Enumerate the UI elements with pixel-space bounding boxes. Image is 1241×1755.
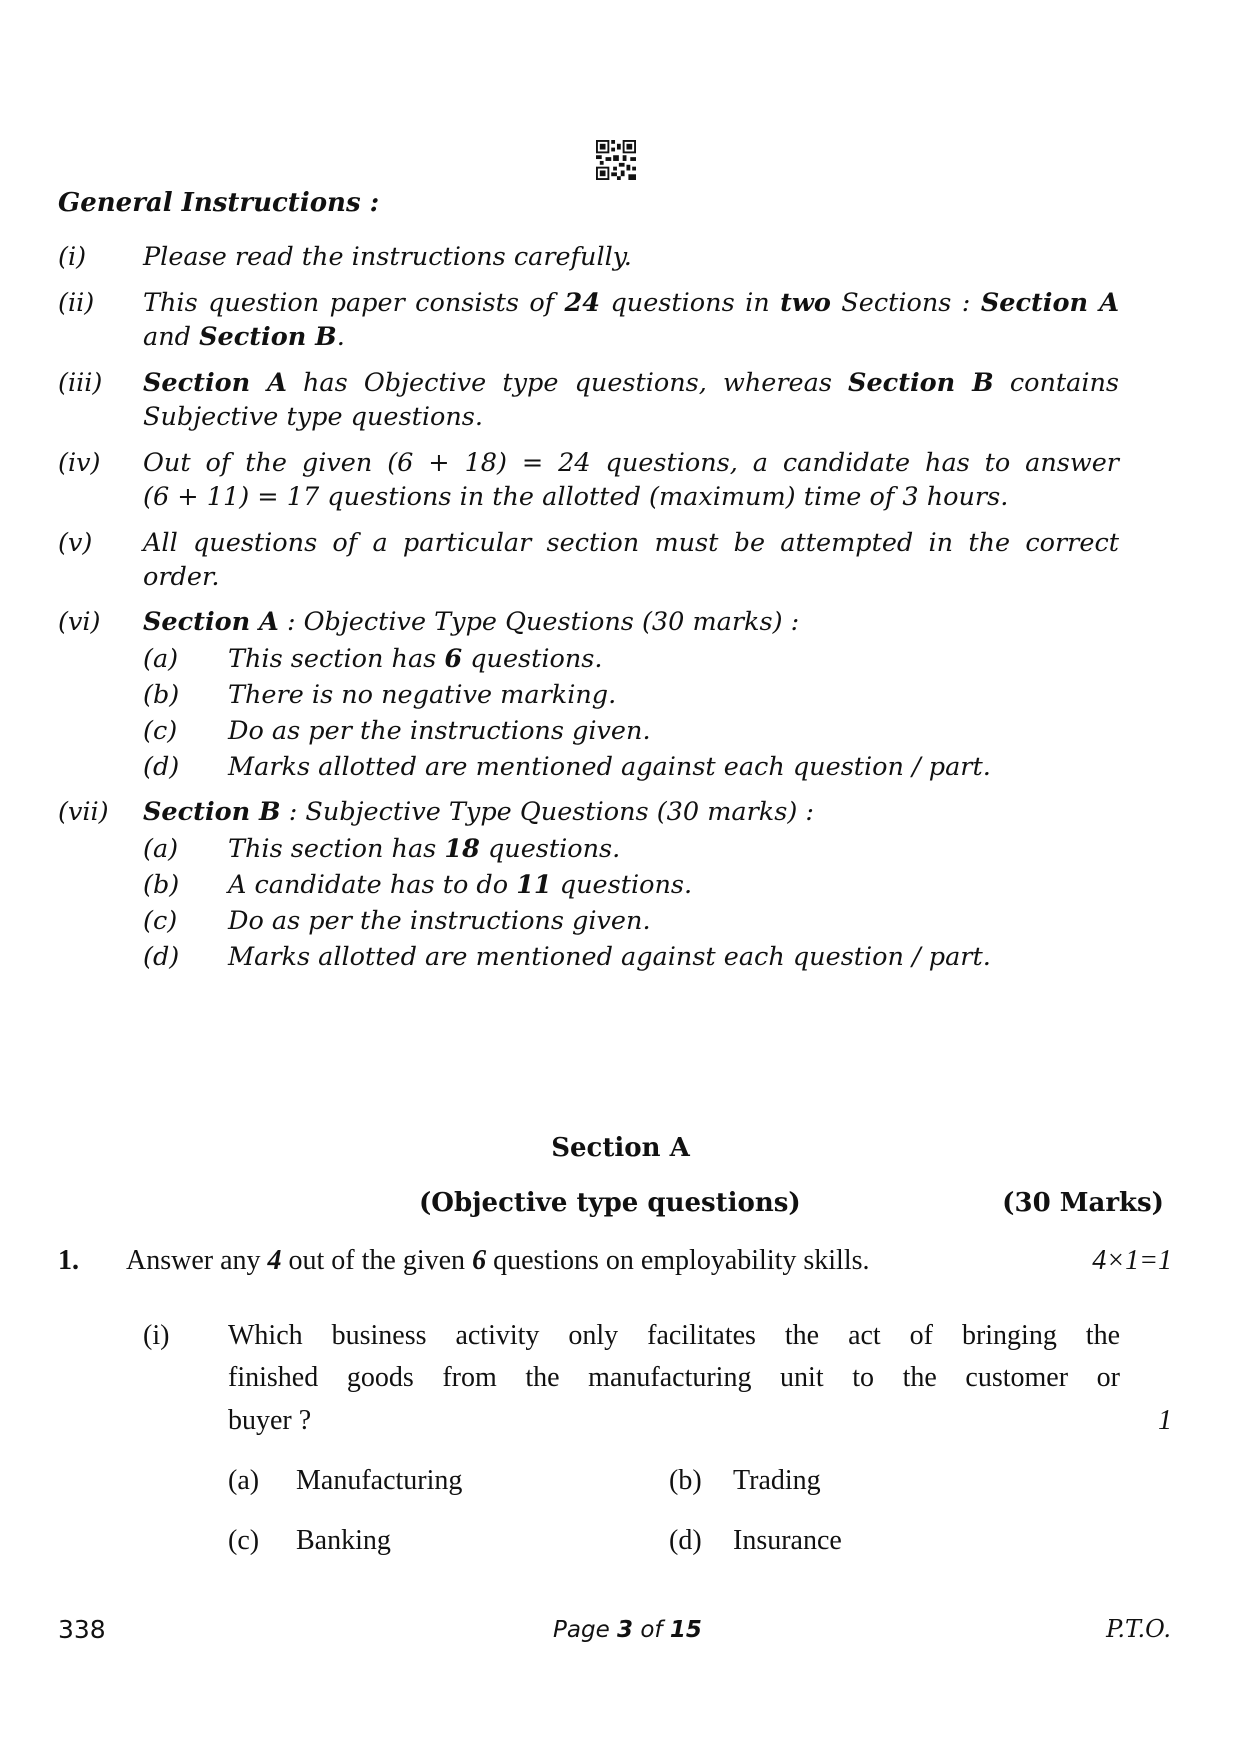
instruction-text: [143, 238, 1119, 276]
sub-item-label: (b): [143, 680, 180, 710]
sub-item-label: (d): [143, 942, 180, 972]
instruction-number: (i): [58, 242, 87, 272]
sub-item-text: [228, 902, 1128, 940]
text-run: 18: [444, 834, 480, 864]
text-run: 11: [516, 870, 552, 900]
text-run: Do as per the instructions given.: [228, 716, 651, 746]
text-run: Section A: [143, 368, 287, 398]
text-run: and: [143, 322, 200, 352]
instruction-text-line: [143, 364, 1119, 402]
text-run: questions on employability skills.: [486, 1245, 870, 1276]
sub-item-text: [228, 640, 1128, 678]
text-run: Out of the given (6 + 18) = 24 questions, a candidate has to answer: [143, 448, 1119, 478]
text-run: order.: [143, 562, 220, 592]
text-run: questions.: [462, 644, 603, 674]
sub-item-text: [228, 938, 1128, 976]
sub-item-label: (c): [143, 716, 178, 746]
text-run: (6 + 11) = 17 questions in the allotted (maximum) time of 3 hours.: [143, 482, 1009, 512]
text-run: Marks allotted are mentioned against each question / part.: [228, 942, 991, 972]
text-run: There is no negative marking.: [228, 680, 617, 710]
instruction-heading: [143, 793, 1119, 831]
instruction-text-line: [143, 398, 1119, 436]
sub-item-text: [228, 830, 1128, 868]
instruction-text-line: [143, 478, 1119, 516]
option-text: Trading: [733, 1465, 821, 1496]
text-run: Section B: [143, 797, 281, 827]
sub-item-text: [228, 866, 1128, 904]
instruction-number: (iv): [58, 448, 101, 478]
text-run: questions in: [600, 288, 781, 318]
question-1-i-line: Which business activity only facilitates the act of bringing the: [228, 1320, 1120, 1351]
section-a-title: Section A: [551, 1133, 690, 1163]
text-run: Section A: [143, 607, 279, 637]
question-1-text: [126, 1245, 870, 1277]
qr-code-icon: [596, 140, 636, 180]
pto-label: P.T.O.: [1106, 1615, 1171, 1643]
text-run: questions.: [551, 870, 693, 900]
instruction-heading: [143, 603, 1119, 641]
text-run: 6: [472, 1245, 487, 1276]
sub-item-text: [228, 712, 1128, 750]
question-1-i-number: (i): [143, 1320, 170, 1351]
instruction-text-line: [143, 558, 1119, 596]
text-run: Section B: [199, 322, 337, 352]
instruction-number: (vii): [58, 797, 109, 827]
option-label: (d): [669, 1525, 702, 1556]
text-run: Section A: [980, 288, 1119, 318]
option-text: Insurance: [733, 1525, 842, 1556]
instruction-number: (iii): [58, 368, 103, 398]
instruction-text-line: [143, 524, 1119, 562]
text-run: This question paper consists of: [143, 288, 565, 318]
text-run: out of the given: [281, 1245, 473, 1276]
sub-item-text: [228, 676, 1128, 714]
text-run: questions.: [479, 834, 621, 864]
option-label: (c): [228, 1525, 260, 1556]
instruction-number: (v): [58, 528, 93, 558]
text-run: Sections :: [830, 288, 981, 318]
sub-item-label: (d): [143, 752, 180, 782]
text-run: This section has: [228, 644, 445, 674]
instruction-number: (ii): [58, 288, 95, 318]
question-1-i-marks: 1: [1158, 1405, 1172, 1436]
text-run: A candidate has to do: [228, 870, 517, 900]
question-1-i-line: buyer ?: [228, 1405, 312, 1436]
option-text: Banking: [296, 1525, 391, 1556]
text-run: Do as per the instructions given.: [228, 906, 651, 936]
text-run: Subjective type questions.: [143, 402, 483, 432]
sub-item-label: (a): [143, 834, 179, 864]
general-instructions-title: General Instructions :: [58, 188, 380, 218]
text-run: : Subjective Type Questions (30 marks) :: [280, 797, 814, 827]
text-run: : Objective Type Questions (30 marks) :: [278, 607, 800, 637]
sub-item-label: (b): [143, 870, 180, 900]
sub-item-label: (c): [143, 906, 178, 936]
text-run: 4: [267, 1245, 282, 1276]
text-run: Answer any: [126, 1245, 268, 1276]
option-label: (b): [669, 1465, 702, 1496]
option-text: Manufacturing: [296, 1465, 463, 1496]
page-number: Page 3 of 15: [553, 1617, 702, 1643]
paper-code: 338: [58, 1615, 106, 1644]
text-run: contains: [993, 368, 1119, 398]
text-run: All questions of a particular section must be attempted in the correct: [143, 528, 1119, 558]
text-run: This section has: [228, 834, 445, 864]
text-run: has Objective type questions, whereas: [286, 368, 849, 398]
instruction-text-line: [143, 318, 1119, 356]
text-run: 6: [444, 644, 463, 674]
option-label: (a): [228, 1465, 260, 1496]
sub-item-text: [228, 748, 1128, 786]
instruction-number: (vi): [58, 607, 101, 637]
sub-item-label: (a): [143, 644, 179, 674]
section-a-marks: (30 Marks): [1002, 1188, 1164, 1218]
text-run: two: [780, 288, 831, 318]
instruction-text-line: [143, 284, 1119, 322]
text-run: Marks allotted are mentioned against each question / part.: [228, 752, 991, 782]
question-1-i-line: finished goods from the manufacturing unit to the customer or: [228, 1362, 1120, 1393]
question-1-marks: 4×1=1: [1092, 1245, 1172, 1276]
text-run: Please read the instructions carefully.: [143, 242, 632, 272]
instruction-text-line: [143, 444, 1119, 482]
text-run: Section B: [848, 368, 994, 398]
text-run: 24: [564, 288, 601, 318]
question-1-number: 1.: [58, 1245, 79, 1276]
section-a-subtitle: (Objective type questions): [419, 1188, 801, 1218]
text-run: .: [336, 322, 345, 352]
